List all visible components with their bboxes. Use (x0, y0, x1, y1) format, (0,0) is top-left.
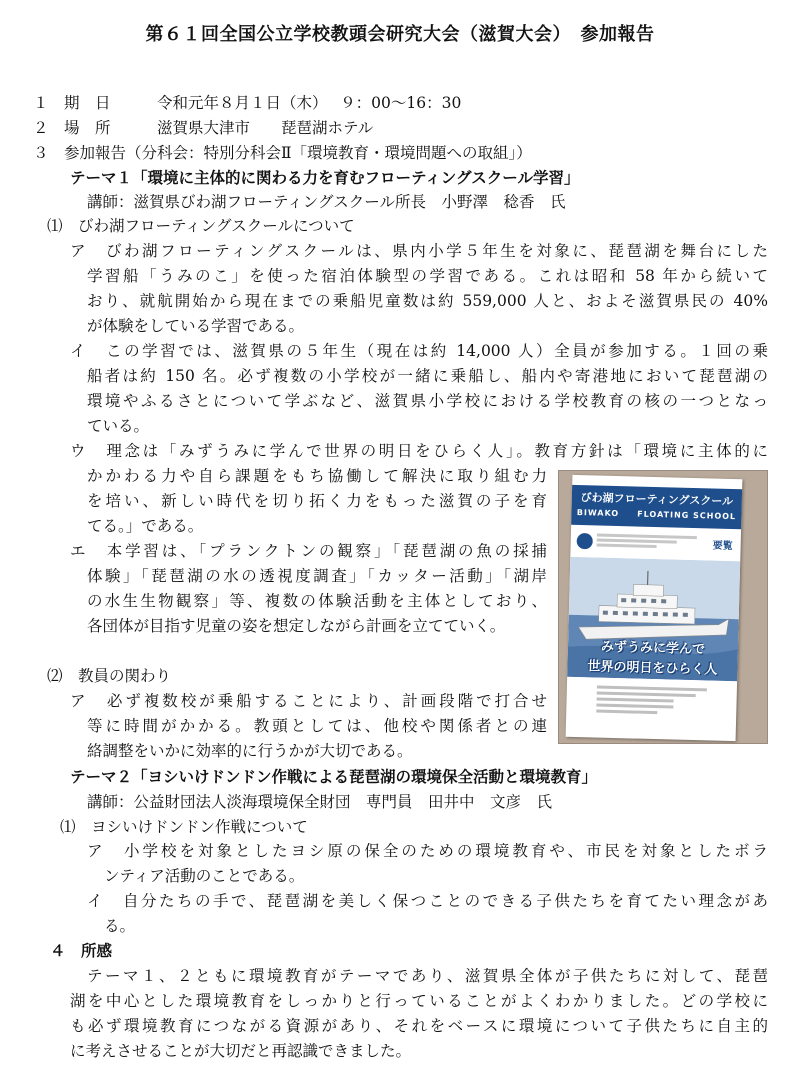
report-title: 第６１回全国公立学校教頭会研究大会（滋賀大会） 参加報告 (145, 24, 655, 45)
para-e-line: 各団体が目指す児童の姿を想定しながら計画を立てていく。 (87, 617, 506, 635)
para-teacher-line: 等に時間がかかる。教頭としては、他校や関係者との連 (87, 717, 547, 735)
theme1-section1-heading: ⑴ びわ湖フローティングスクールについて (47, 217, 355, 235)
para-e-line: エ 本学習は、「プランクトンの観察」「琵琶湖の魚の採捕 (70, 542, 547, 560)
para-yoshi-line: イ 自分たちの手で、琵琶湖を美しく保つことのできる子供たちを育てたい理念があ (87, 892, 768, 910)
para-yoshi-line: る。 (104, 917, 136, 935)
brochure-title-band (571, 485, 742, 529)
brochure-cover (566, 475, 743, 741)
item-date: １ 期 日 令和元年８月１日（木） ９：00〜16：30 (33, 94, 462, 112)
theme1-section2-heading: ⑵ 教員の関わり (47, 667, 172, 685)
theme2-section1-heading: ⑴ ヨシいけドンドン作戦について (60, 818, 308, 836)
impressions-line: も必ず環境教育につながる資源があり、それをベースに環境について子供たちに自主的 (70, 1017, 768, 1035)
para-u-line: てる。」である。 (87, 517, 204, 535)
brochure-copy-line1: みずうみに学んで (600, 639, 706, 658)
para-i-line: 環境やふるさとについて学ぶなど、滋賀県小学校における学校教育の核の一つとなっ (87, 392, 768, 410)
item-report-heading: ３ 参加報告（分科会：特別分科会Ⅱ「環境教育・環境問題への取組」） (33, 144, 532, 162)
impressions-heading: ４ 所感 (50, 942, 113, 960)
logo-icon (577, 533, 593, 549)
theme2-lecturer: 講師：公益財団法人淡海環境保全財団 専門員 田井中 文彦 氏 (87, 793, 553, 811)
para-teacher-line: ア 必ず複数校が乗船することにより、計画段階で打合せ (70, 692, 547, 710)
para-a-line: おり、就航開始から現在までの乗船児童数は約 559,000 人と、およそ滋賀県民の 40% (87, 292, 768, 310)
para-i-line: イ この学習では、滋賀県の５年生（現在は約 14,000 人）全員が参加する。１回の乗 (70, 342, 768, 360)
para-u-line: かかわる力や自ら課題をもち協働して解決に取り組む力 (87, 467, 547, 485)
para-e-line: の水生生物観察」等、複数の体験活動を主体としており、 (87, 592, 547, 610)
para-i-line: 船者は約 150 名。必ず複数の小学校が一緒に乗船し、船内や寄港地において琵琶湖の (87, 367, 768, 385)
para-a-line: 学習船「うみのこ」を使った宿泊体験型の学習である。これは昭和 58 年から続いて (87, 267, 768, 285)
impressions-line: テーマ１、２ともに環境教育がテーマであり、滋賀県全体が子供たちに対して、琵琶 (87, 967, 768, 985)
theme1-lecturer: 講師：滋賀県びわ湖フローティングスクール所長 小野澤 稔香 氏 (87, 193, 566, 211)
brochure-address-block (596, 686, 707, 719)
para-u-line: を培い、新しい時代を切り拓く力をもった滋賀の子を育 (87, 492, 547, 510)
brochure-fine-print (597, 533, 697, 552)
para-a-line: ア びわ湖フローティングスクールは、県内小学５年生を対象に、琵琶湖を舞台にした (70, 242, 768, 260)
brochure-label: 要覧 (712, 540, 733, 553)
brochure-copy-line2: 世界の明日をひらく人 (587, 659, 718, 678)
theme2-heading: テーマ２「ヨシいけドンドン作戦による琵琶湖の環境保全活動と環境教育」 (70, 768, 598, 786)
para-e-line: 体験」「琵琶湖の水の透視度調査」「カッター活動」「湖岸 (87, 567, 547, 585)
para-yoshi-line: ンティア活動のことである。 (104, 867, 305, 885)
para-teacher-line: 絡調整をいかに効率的に行うかが大切である。 (87, 742, 413, 760)
impressions-line: に考えさせることが大切だと再認識できました。 (70, 1042, 412, 1060)
para-i-line: ている。 (87, 417, 150, 435)
theme1-heading: テーマ１「環境に主体的に関わる力を育むフローティングスクール学習」 (70, 169, 580, 187)
brochure-title-en: BIWAKO FLOATING SCHOOL (576, 507, 737, 522)
para-a-line: が体験をしている学習である。 (87, 317, 305, 335)
brochure-title: びわ湖フローティングスクール (580, 491, 734, 509)
para-u-line: ウ 理念は「みずうみに学んで世界の明日をひらく人」。教育方針は「環境に主体的に (70, 442, 768, 460)
para-yoshi-line: ア 小学校を対象としたヨシ原の保全のための環境教育や、市民を対象としたボラ (87, 842, 768, 860)
brochure-photo (558, 470, 768, 744)
item-place: ２ 場 所 滋賀県大津市 琵琶湖ホテル (33, 119, 374, 137)
impressions-line: 湖を中心とした環境教育をしっかりと行っていることがよくわかりました。どの学校に (70, 992, 768, 1010)
